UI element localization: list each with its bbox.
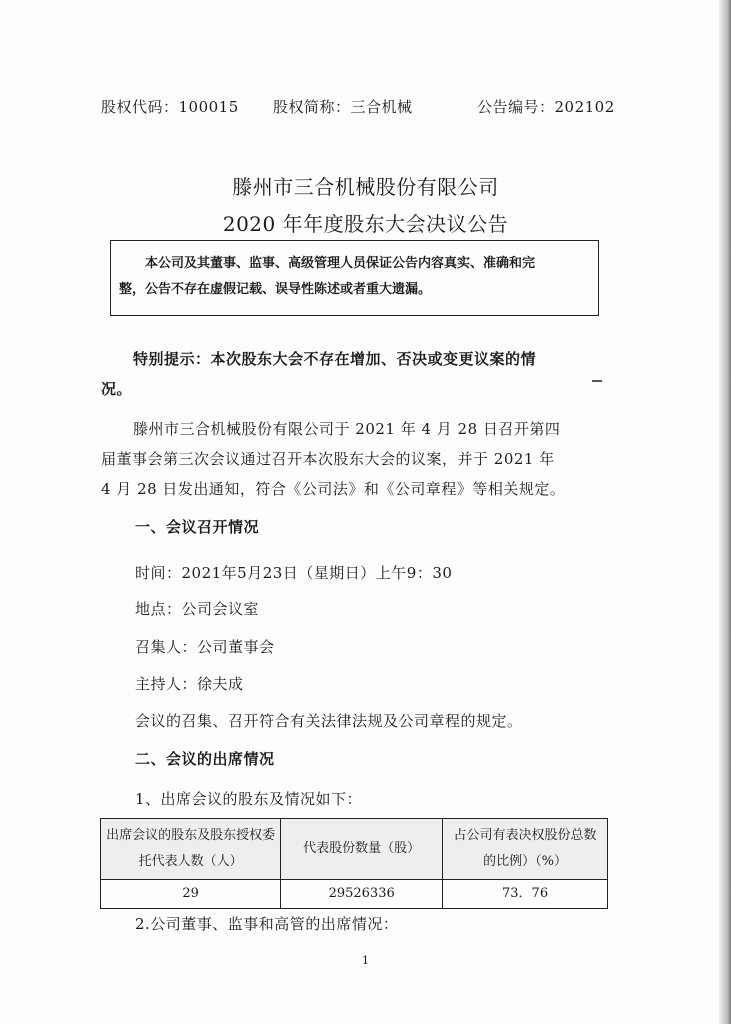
- meeting-time: 时间：2021年5月23日（星期日）上午9：30: [135, 564, 453, 582]
- table-header-cell: 出席会议的股东及股东授权委托代表人数（人）: [101, 819, 281, 880]
- intro-paragraph: [101, 414, 607, 504]
- table-header-cell: 占公司有表决权股份总数的比例）（%）: [443, 819, 608, 880]
- attendance-item-1: 1、出席会议的股东及情况如下：: [135, 790, 363, 808]
- disclaimer-line-2: 整，公告不存在虚假记载、误导性陈述或者重大遗漏。: [119, 282, 432, 297]
- intro-line-1: 滕州市三合机械股份有限公司于 2021 年 4 月 28 日召开第四: [133, 420, 561, 438]
- intro-line-3: 4 月 28 日发出通知，符合《公司法》和《公司章程》等相关规定。: [101, 480, 566, 498]
- table-cell: 73．76: [443, 880, 608, 909]
- company-title: 滕州市三合机械股份有限公司: [232, 175, 499, 199]
- special-note-line-2: 况。: [101, 380, 133, 398]
- meeting-convener: 召集人：公司董事会: [135, 638, 275, 656]
- scan-edge-shadow: [719, 0, 731, 1024]
- meeting-compliance: 会议的召集、召开符合有关法律法规及公司章程的规定。: [135, 712, 523, 730]
- header-line: [101, 96, 621, 118]
- section1-heading: 一、会议召开情况: [135, 518, 260, 536]
- table-header-cell: 代表股份数量（股）: [281, 819, 443, 880]
- page-number: 1: [362, 954, 369, 967]
- section2-heading: 二、会议的出席情况: [135, 750, 275, 768]
- intro-line-2: 届董事会第三次会议通过召开本次股东大会的议案，并于 2021 年: [101, 450, 555, 468]
- stock-short-name: 股权简称：三合机械: [273, 98, 413, 116]
- document-title: 2020 年年度股东大会决议公告: [222, 212, 509, 236]
- disclaimer-box: [110, 240, 599, 316]
- special-note-line-1: 特别提示：本次股东大会不存在增加、否决或变更议案的情: [133, 350, 537, 368]
- attendance-item-2: 2.公司董事、监事和高管的出席情况：: [135, 915, 399, 933]
- table-row: [101, 880, 608, 909]
- notice-number: 公告编号：202102: [477, 98, 615, 116]
- stock-code: 股权代码：100015: [101, 98, 239, 116]
- attendance-table: [100, 818, 608, 909]
- table-cell: 29526336: [281, 880, 443, 909]
- scan-artifact: [592, 380, 602, 382]
- table-header-row: [101, 819, 608, 880]
- disclaimer-line-1: 本公司及其董事、监事、高级管理人员保证公告内容真实、准确和完: [145, 256, 536, 271]
- special-note: [101, 344, 607, 404]
- table-cell: 29: [101, 880, 281, 909]
- meeting-place: 地点：公司会议室: [135, 600, 260, 618]
- meeting-host: 主持人：徐夫成: [135, 675, 244, 693]
